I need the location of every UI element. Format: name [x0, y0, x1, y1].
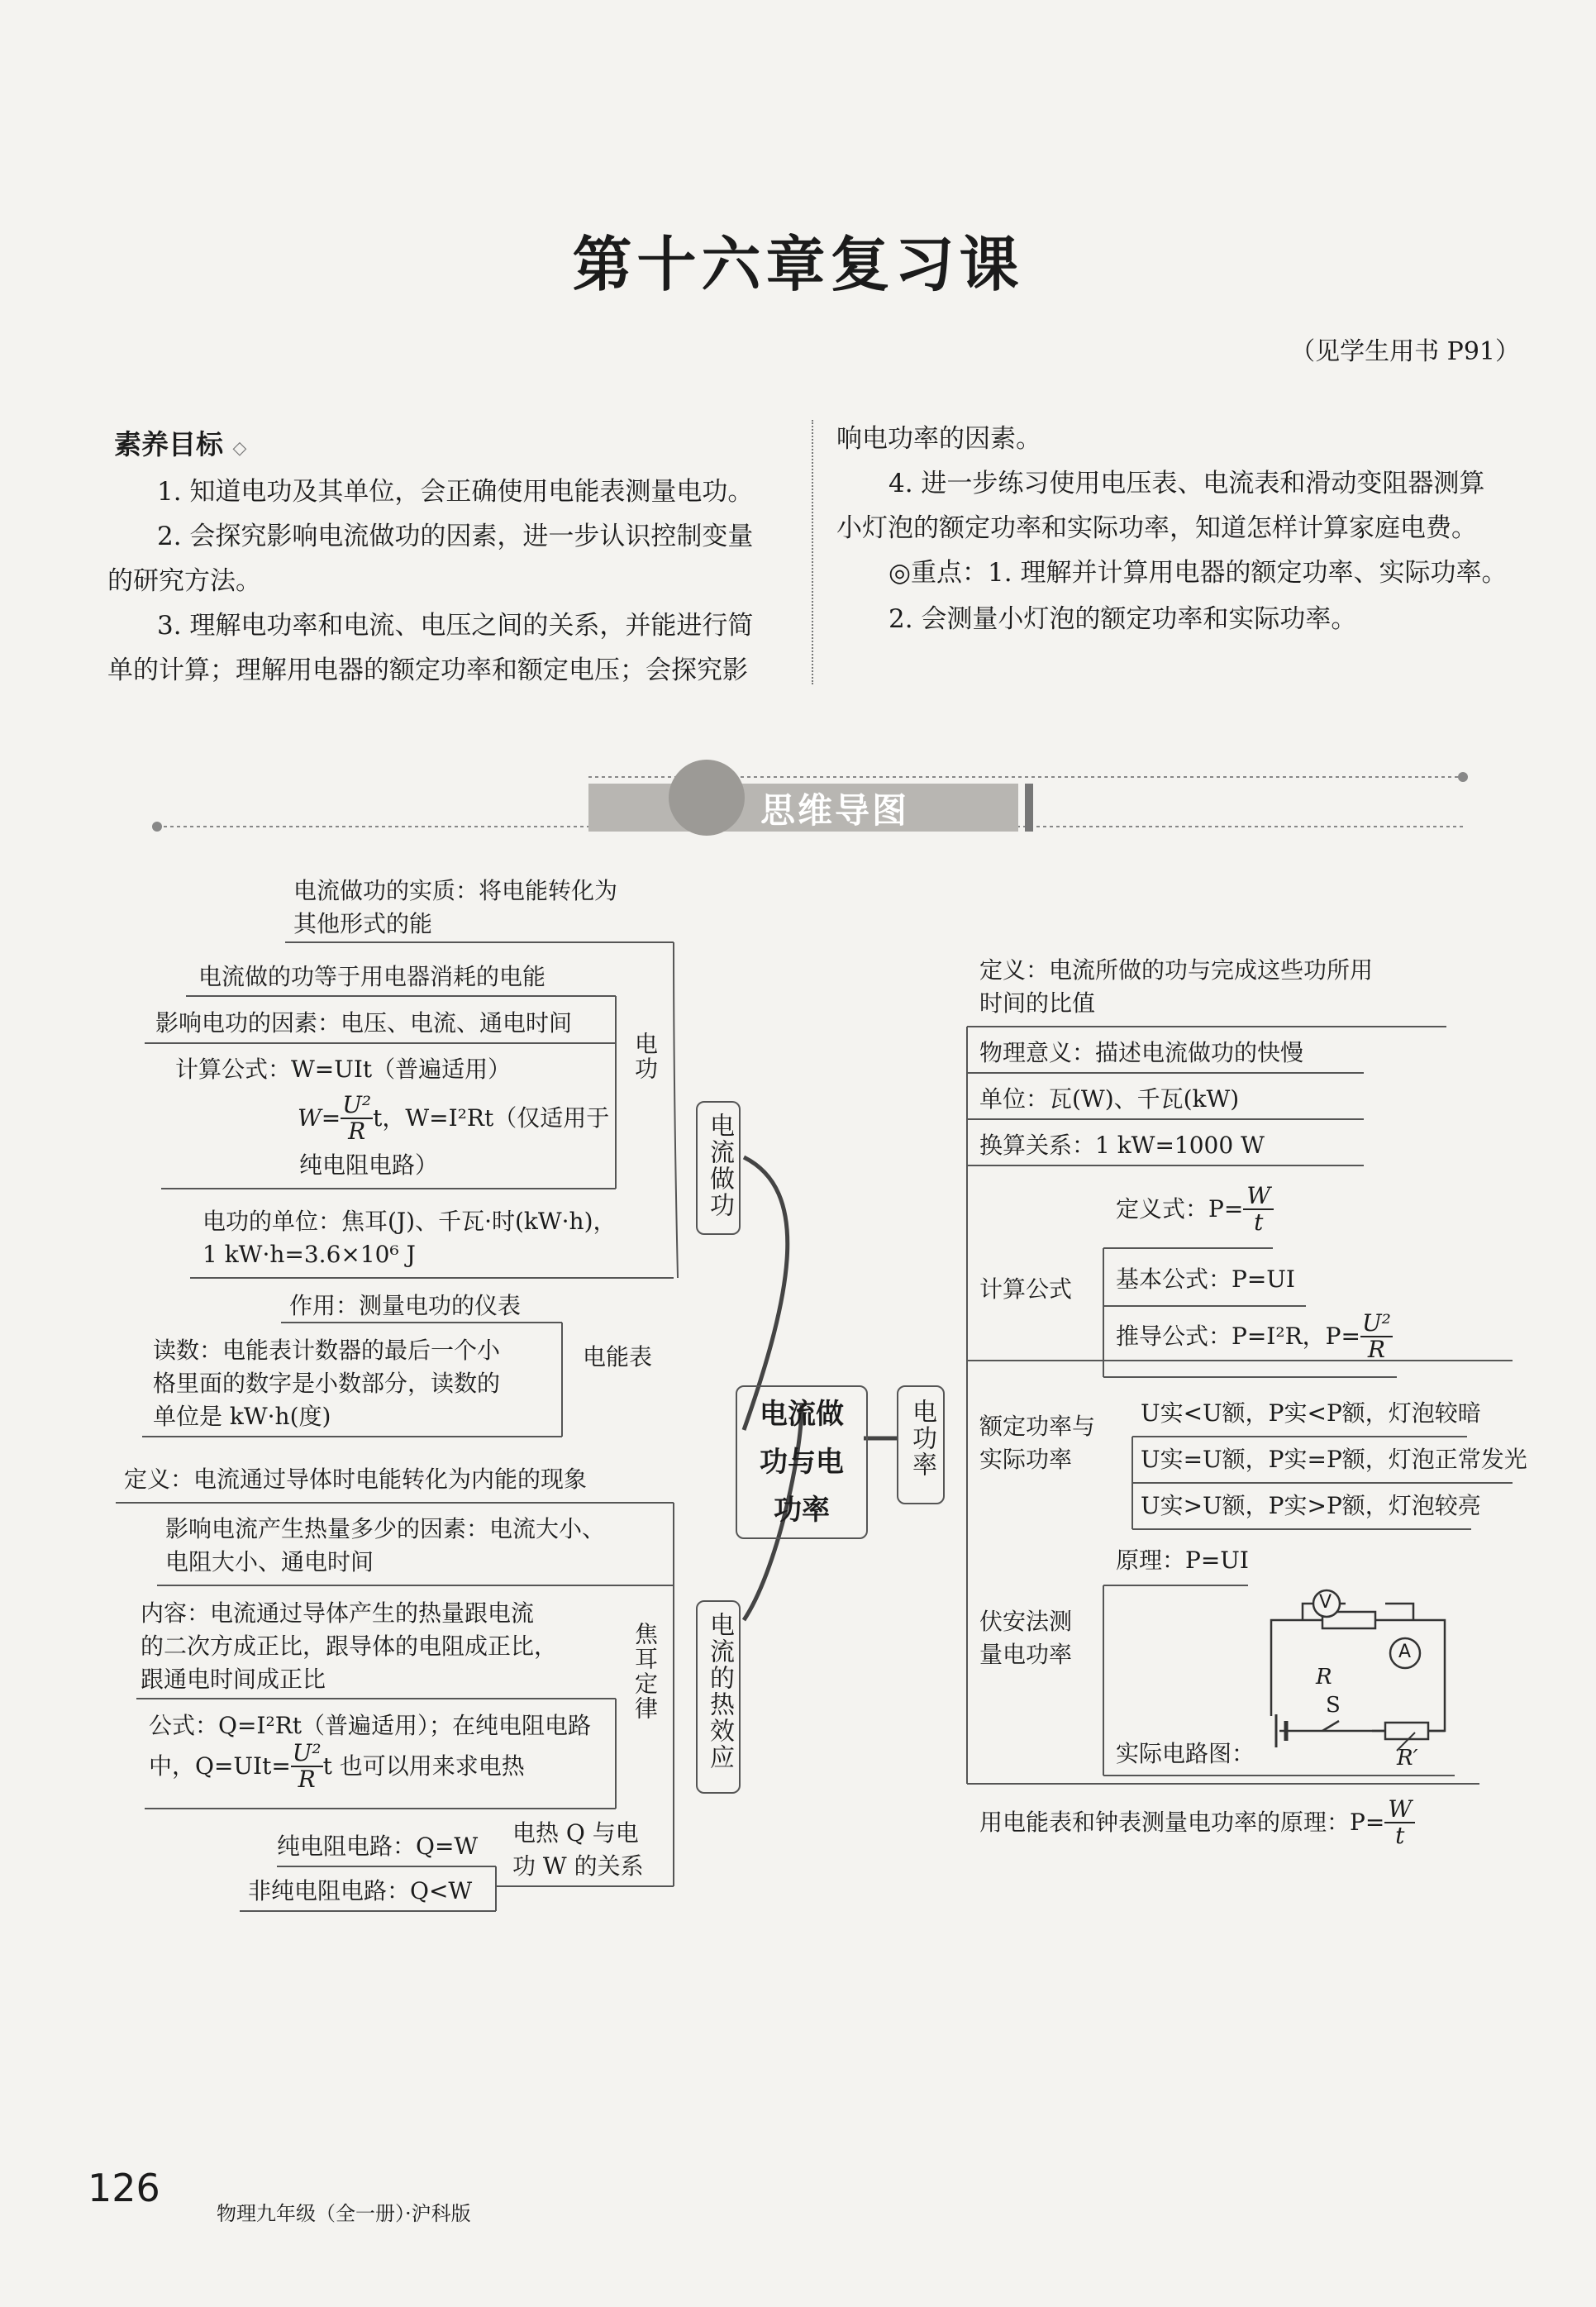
calc-derived-den: R — [1367, 1336, 1385, 1363]
measure-principle: 原理：P=UI — [1116, 1547, 1249, 1574]
measure-label-1: 伏安法测 — [979, 1608, 1073, 1635]
page-number: 126 — [88, 2166, 160, 2210]
page-title: 第十六章复习课 — [572, 229, 1024, 299]
rated-case-normal: U实=U额，P实=P额，灯泡正常发光 — [1141, 1446, 1527, 1473]
group-relation-1: 电热 Q 与电 — [512, 1819, 639, 1847]
circuit-label: 实际电路图： — [1116, 1740, 1255, 1767]
work-fraction-den: R — [348, 1118, 366, 1145]
work-fraction — [341, 1093, 373, 1144]
branch-heating-effect: 电流的热效应 — [696, 1600, 741, 1794]
calc-derived-fraction — [1360, 1311, 1393, 1362]
center-line-2: 功与电 — [760, 1446, 844, 1479]
goal-line-9: ◎重点：1. 理解并计算用电器的额定功率、实际功率。 — [889, 558, 1508, 588]
joule-content-1: 内容：电流通过导体产生的热量跟电流 — [141, 1599, 535, 1627]
goals-heading-text: 素养目标 — [114, 428, 223, 460]
heat-factors-2: 电阻大小、通电时间 — [165, 1548, 374, 1575]
resistor-label: R — [1316, 1665, 1332, 1690]
joule-formula-2 — [149, 1741, 525, 1804]
center-line-3: 功率 — [774, 1494, 830, 1527]
calc-def-num: W — [1243, 1184, 1274, 1210]
work-equals-energy: 电流做的功等于用电器消耗的电能 — [198, 963, 546, 990]
goal-line-1: 1. 知道电功及其单位，会正确使用电能表测量电功。 — [157, 477, 754, 507]
switch-label: S — [1326, 1693, 1341, 1718]
calc-def-den: t — [1254, 1208, 1264, 1236]
work-formula-2 — [298, 1093, 609, 1156]
group-joule-law: 焦耳定律 — [631, 1622, 659, 1721]
work-unit-2: 1 kW·h=3.6×10⁶ J — [202, 1241, 416, 1268]
mindmap-banner-title: 思维导图 — [760, 790, 910, 831]
power-conversion: 换算关系：1 kW=1000 W — [979, 1132, 1265, 1159]
heat-definition: 定义：电流通过导体时电能转化为内能的现象 — [124, 1466, 588, 1493]
meter-read-3: 单位是 kW·h(度) — [153, 1403, 331, 1430]
pure-resistive: 纯电阻电路：Q=W — [277, 1833, 479, 1860]
goal-line-7: 4. 进一步练习使用电压表、电流表和滑动变阻器测算 — [889, 469, 1485, 498]
meter-method-num: W — [1384, 1797, 1415, 1823]
calc-basic: 基本公式：P=UI — [1116, 1266, 1295, 1293]
essence-line-2: 其他形式的能 — [293, 910, 433, 937]
measure-label-2: 量电功率 — [979, 1641, 1073, 1668]
calc-derived-a: 推导公式：P=I²R，P= — [1116, 1323, 1360, 1350]
calc-formula-label: 计算公式 — [979, 1275, 1073, 1303]
goal-line-10: 2. 会测量小灯泡的额定功率和实际功率。 — [889, 604, 1357, 634]
rated-case-bright: U实>U额，P实>P额，灯泡较亮 — [1141, 1492, 1481, 1519]
calc-definition-a: 定义式：P= — [1116, 1195, 1244, 1223]
goal-line-6: 响电功率的因素。 — [836, 424, 1041, 454]
power-definition-1: 定义：电流所做的功与完成这些功所用 — [979, 956, 1374, 984]
mindmap-center-node — [736, 1385, 868, 1539]
goal-line-8: 小灯泡的额定功率和实际功率，知道怎样计算家庭电费。 — [836, 513, 1477, 543]
calc-definition — [1116, 1184, 1274, 1246]
meter-method-den: t — [1395, 1822, 1405, 1849]
power-meaning: 物理意义：描述电流做功的快慢 — [979, 1039, 1304, 1066]
book-reference: （见学生用书 P91） — [1290, 337, 1520, 366]
power-unit: 单位：瓦(W)、千瓦(kW) — [979, 1085, 1240, 1113]
rated-label-1: 额定功率与 — [979, 1413, 1096, 1440]
meter-read-2: 格里面的数字是小数部分，读数的 — [153, 1370, 501, 1397]
work-formula-2b: t，W=I²Rt（仅适用于 — [373, 1104, 610, 1132]
group-electric-work: 电功 — [631, 1032, 659, 1081]
joule-fraction — [291, 1741, 323, 1792]
center-line-1: 电流做 — [760, 1398, 844, 1431]
group-electric-meter: 电能表 — [583, 1343, 653, 1370]
meter-method-fraction — [1384, 1797, 1415, 1848]
branch-electric-work: 电流做功 — [696, 1101, 741, 1235]
calc-def-fraction — [1243, 1184, 1274, 1235]
goal-line-3: 的研究方法。 — [107, 566, 261, 596]
nonpure-resistive: 非纯电阻电路：Q<W — [248, 1877, 473, 1904]
calc-derived — [1116, 1311, 1393, 1374]
meter-method-a: 用电能表和钟表测量电功率的原理：P= — [979, 1809, 1385, 1836]
rheostat-label: R′ — [1397, 1746, 1418, 1771]
work-formula-3: 纯电阻电路） — [299, 1151, 439, 1179]
goal-line-2: 2. 会探究影响电流做功的因素，进一步认识控制变量 — [157, 522, 754, 551]
calc-derived-num: U² — [1361, 1309, 1391, 1337]
work-fraction-num: U² — [342, 1091, 372, 1118]
joule-formula-2b: t 也可以用来求电热 — [322, 1752, 525, 1780]
rated-case-dim: U实<U额，P实<P额，灯泡较暗 — [1141, 1399, 1481, 1427]
meter-read-1: 读数：电能表计数器的最后一个小 — [153, 1337, 501, 1364]
diamond-icon: ◇ — [232, 437, 247, 459]
joule-content-3: 跟通电时间成正比 — [141, 1666, 326, 1693]
goal-line-4: 3. 理解电功率和电流、电压之间的关系，并能进行简 — [157, 611, 754, 641]
joule-fraction-den: R — [298, 1766, 316, 1793]
book-title: 物理九年级（全一册）·沪科版 — [217, 2202, 471, 2225]
rated-label-2: 实际功率 — [979, 1446, 1073, 1473]
joule-formula-2a: 中，Q=UIt= — [149, 1752, 291, 1780]
work-formula-2a: W= — [298, 1104, 341, 1132]
meter-use: 作用：测量电功的仪表 — [289, 1292, 522, 1319]
joule-fraction-num: U² — [292, 1739, 322, 1766]
heat-factors-1: 影响电流产生热量多少的因素：电流大小、 — [165, 1515, 606, 1542]
work-unit-1: 电功的单位：焦耳(J)、千瓦·时(kW·h)， — [202, 1208, 617, 1235]
joule-formula-1: 公式：Q=I²Rt（普遍适用）；在纯电阻电路 — [149, 1712, 592, 1739]
work-formula-1: 计算公式：W=UIt（普遍适用） — [175, 1056, 512, 1083]
branch-electric-power: 电功率 — [897, 1385, 945, 1504]
goal-line-5: 单的计算；理解用电器的额定功率和额定电压；会探究影 — [107, 655, 748, 685]
power-definition-2: 时间的比值 — [979, 989, 1096, 1017]
work-factors: 影响电功的因素：电压、电流、通电时间 — [155, 1009, 573, 1037]
essence-line-1: 电流做功的实质：将电能转化为 — [293, 877, 618, 904]
ammeter-symbol: A — [1398, 1642, 1412, 1662]
group-relation-2: 功 W 的关系 — [512, 1852, 644, 1880]
joule-content-2: 的二次方成正比，跟导体的电阻成正比， — [141, 1633, 558, 1660]
voltmeter-symbol: V — [1319, 1592, 1332, 1613]
meter-method — [979, 1797, 1415, 1860]
